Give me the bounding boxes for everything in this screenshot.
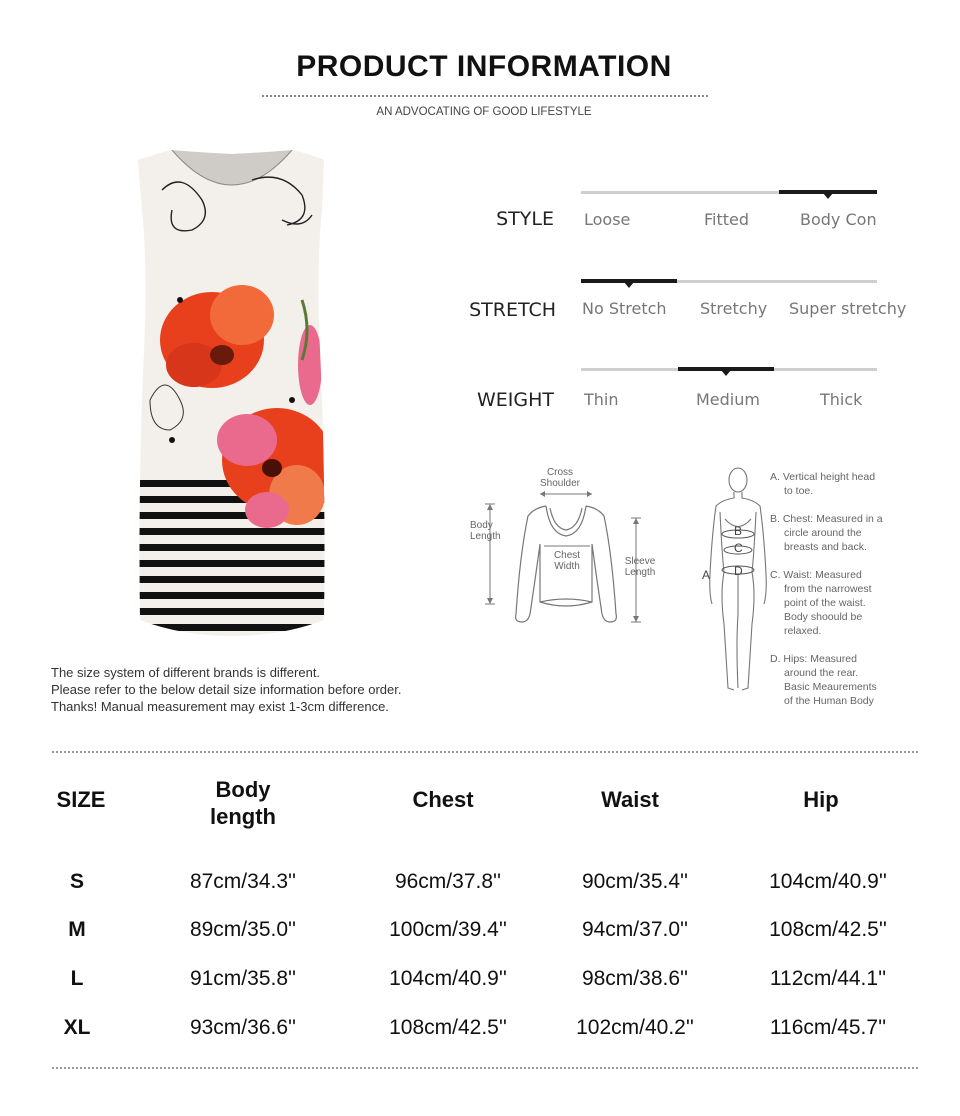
weight-option-thin: Thin	[584, 390, 619, 409]
chest-width-label: Chest Width	[553, 550, 581, 572]
table-cell-hip: 112cm/44.1''	[769, 967, 887, 990]
table-bottom-divider	[52, 1067, 918, 1069]
note-line: Thanks! Manual measurement may exist 1-3cm difference.	[51, 699, 389, 714]
table-cell-waist: 102cm/40.2''	[576, 1016, 694, 1039]
weight-option-thick: Thick	[820, 390, 863, 409]
style-option-loose: Loose	[584, 210, 631, 229]
table-cell-waist: 98cm/38.6''	[581, 967, 689, 990]
col-header-size: SIZE	[56, 787, 106, 812]
table-cell-size: XL	[63, 1016, 91, 1039]
table-top-divider	[52, 751, 918, 753]
page-subtitle: AN ADVOCATING OF GOOD LIFESTYLE	[376, 106, 592, 118]
table-cell-size: L	[70, 967, 84, 990]
weight-scale	[581, 368, 877, 371]
legend-waist: C. Waist: Measured from the narrowest point of the waist. Body shoould be relaxed.	[770, 569, 872, 637]
legend-hips: D. Hips: Measured around the rear. Basic Meaurements of the Human Body	[770, 653, 877, 707]
table-cell-chest: 100cm/39.4''	[389, 918, 507, 941]
stretch-scale	[581, 280, 877, 283]
style-scale	[581, 191, 877, 194]
page-title: PRODUCT INFORMATION	[296, 50, 672, 83]
marker-d: D	[734, 564, 743, 578]
table-cell-body-length: 87cm/34.3''	[189, 870, 297, 893]
table-cell-chest: 96cm/37.8''	[394, 870, 502, 893]
col-header-hip: Hip	[803, 787, 839, 812]
stretch-selected-indicator	[581, 279, 677, 283]
col-header-chest: Chest	[412, 787, 474, 812]
table-cell-hip: 116cm/45.7''	[769, 1016, 887, 1039]
table-cell-chest: 104cm/40.9''	[389, 967, 507, 990]
weight-selected-indicator	[678, 367, 774, 371]
col-header-waist: Waist	[601, 787, 659, 812]
note-line: The size system of different brands is different.	[51, 665, 321, 680]
style-option-fitted: Fitted	[704, 210, 750, 229]
cross-shoulder-label: Cross Shoulder	[539, 467, 581, 489]
style-label: STYLE	[496, 208, 554, 230]
style-option-body-con: Body Con	[800, 210, 877, 229]
table-cell-size: S	[69, 870, 84, 893]
size-note	[51, 664, 401, 715]
marker-c: C	[734, 541, 743, 555]
legend-height: A. Vertical height head to toe.	[770, 471, 876, 497]
stretch-option-super-stretchy: Super stretchy	[789, 299, 907, 318]
table-cell-size: M	[68, 918, 86, 941]
marker-b: B	[734, 524, 743, 538]
table-cell-hip: 104cm/40.9''	[769, 870, 887, 893]
note-line: Please refer to the below detail size information before order.	[51, 682, 402, 697]
stretch-option-stretchy: Stretchy	[700, 299, 768, 318]
weight-label: WEIGHT	[476, 389, 554, 411]
table-cell-body-length: 89cm/35.0''	[189, 918, 297, 941]
body-measurement-diagram	[700, 464, 770, 696]
stretch-option-no-stretch: No Stretch	[582, 299, 667, 318]
style-selected-indicator	[779, 190, 877, 194]
table-cell-waist: 94cm/37.0''	[581, 918, 689, 941]
table-cell-chest: 108cm/42.5''	[389, 1016, 507, 1039]
col-header-body-length: Body length	[210, 777, 276, 829]
table-cell-hip: 108cm/42.5''	[769, 918, 887, 941]
product-dress-image	[132, 150, 332, 638]
sleeve-length-label: Sleeve Length	[624, 556, 656, 578]
stretch-label: STRETCH	[469, 299, 556, 321]
table-cell-body-length: 91cm/35.8''	[189, 967, 297, 990]
human-body-icon	[700, 464, 770, 696]
title-divider	[262, 95, 708, 97]
marker-a: A	[702, 568, 711, 582]
body-length-label: Body Length	[470, 520, 501, 542]
legend-chest: B. Chest: Measured in a circle around the breasts and back.	[770, 513, 883, 553]
table-cell-body-length: 93cm/36.6''	[189, 1016, 297, 1039]
weight-option-medium: Medium	[696, 390, 760, 409]
table-cell-waist: 90cm/35.4''	[581, 870, 689, 893]
